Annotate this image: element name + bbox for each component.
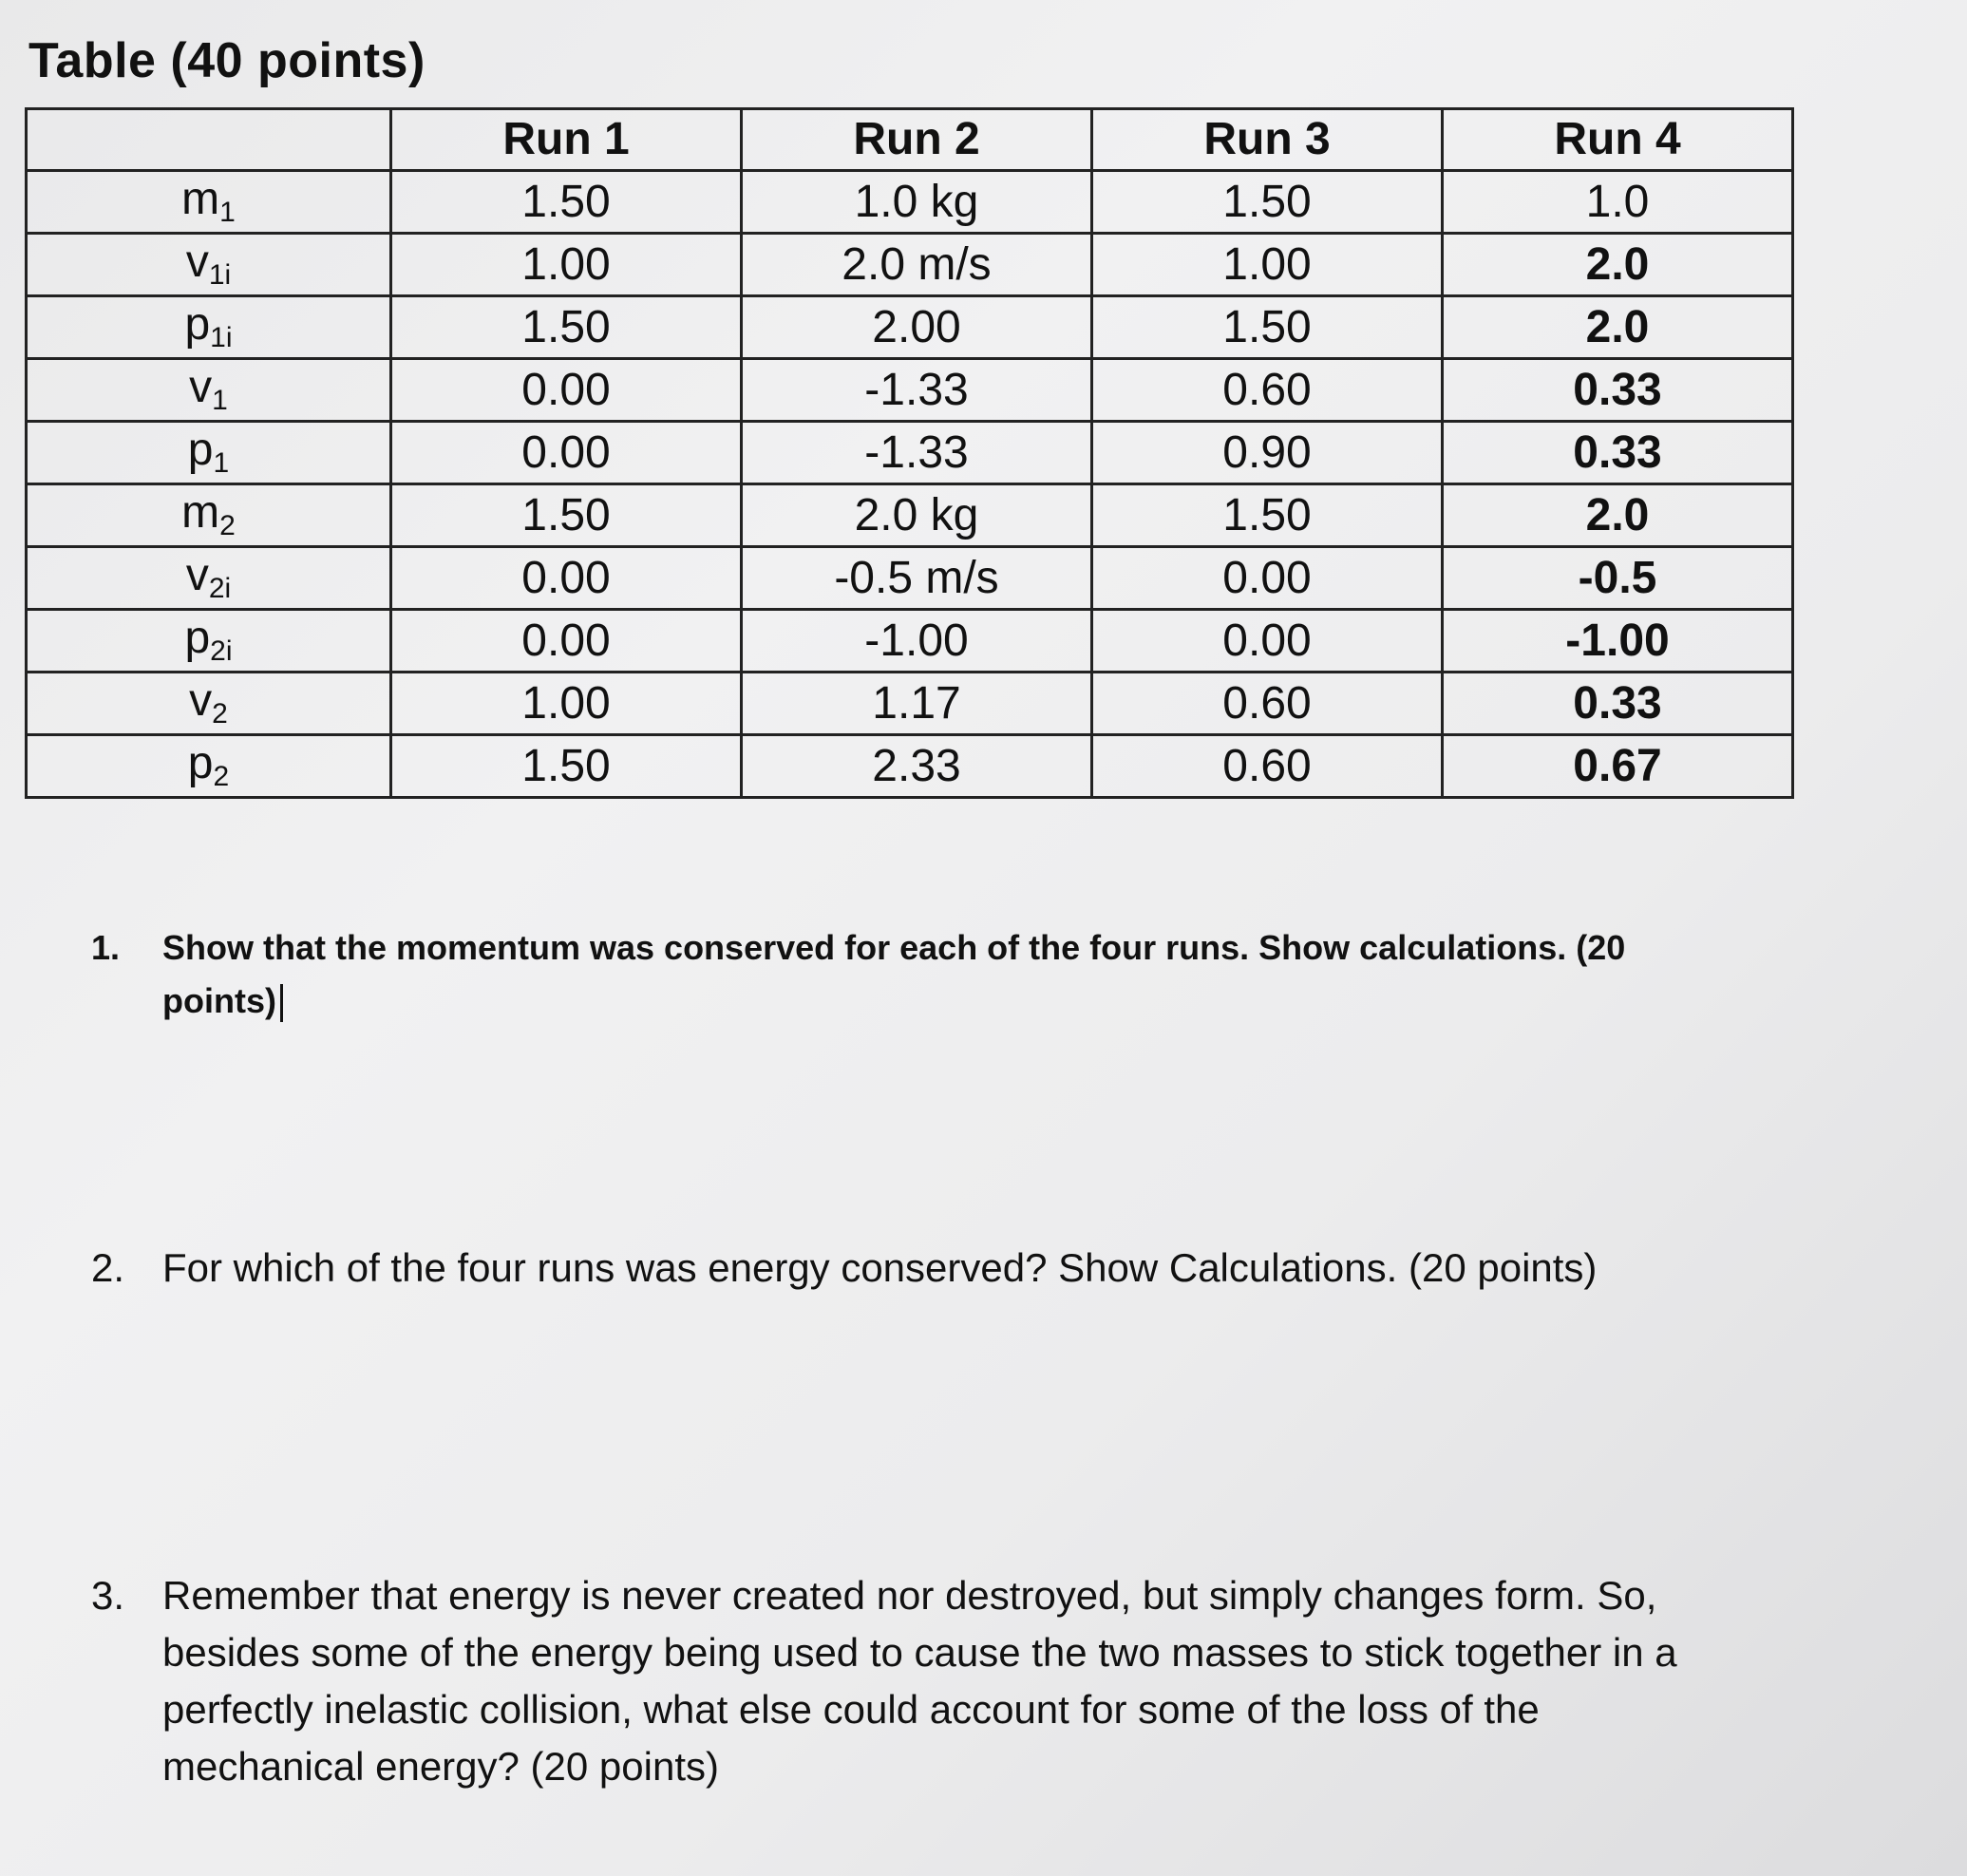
- table-cell-run-2: 2.33: [742, 735, 1092, 798]
- table-cell-run-3: 0.60: [1092, 673, 1443, 735]
- question-number: 1.: [91, 928, 121, 967]
- data-table: [25, 107, 1794, 799]
- table-cell-run-4: 0.33: [1443, 673, 1793, 735]
- table-cell-run-2: -1.00: [742, 610, 1092, 673]
- table-cell-run-4: 2.0: [1443, 484, 1793, 547]
- question-3: [91, 1567, 1744, 1795]
- row-label-symbol: p: [184, 299, 211, 350]
- table-row: [27, 234, 1793, 296]
- header-cell-run-3: Run 3: [1092, 109, 1443, 171]
- table-cell-run-4: 1.0: [1443, 171, 1793, 234]
- table-row: [27, 484, 1793, 547]
- table-cell-run-4: 0.33: [1443, 359, 1793, 422]
- table-cell-run-1: 0.00: [391, 422, 742, 484]
- row-label: [27, 296, 391, 359]
- question-number: 3.: [91, 1573, 125, 1618]
- row-label: [27, 234, 391, 296]
- table-cell-run-3: 1.00: [1092, 234, 1443, 296]
- table-cell-run-2: 2.0 m/s: [742, 234, 1092, 296]
- question-text: Show that the momentum was conserved for each of the four runs. Show calculations. (20 points): [162, 921, 1744, 1028]
- table-cell-run-3: 0.60: [1092, 735, 1443, 798]
- question-text: Remember that energy is never created nor destroyed, but simply changes form. So, besides some of the energy being used to cause the two masses to stick together in a perfectly inelastic collision, what else could account for some of the loss of the mechanical energy? (20 points): [162, 1573, 1677, 1789]
- row-label: [27, 359, 391, 422]
- row-label-subscript: 2: [212, 698, 228, 730]
- table-cell-run-1: 1.00: [391, 673, 742, 735]
- table-row: [27, 610, 1793, 673]
- row-label-symbol: v: [185, 550, 209, 600]
- table-cell-run-3: 0.90: [1092, 422, 1443, 484]
- table-cell-run-1: 0.00: [391, 610, 742, 673]
- table-cell-run-1: 0.00: [391, 359, 742, 422]
- table-cell-run-4: 2.0: [1443, 296, 1793, 359]
- row-label: [27, 484, 391, 547]
- row-label-symbol: p: [187, 425, 214, 475]
- table-cell-run-2: 2.00: [742, 296, 1092, 359]
- table-row: [27, 171, 1793, 234]
- table-body: [27, 171, 1793, 798]
- table-cell-run-3: 0.00: [1092, 547, 1443, 610]
- row-label: [27, 547, 391, 610]
- header-cell-run-4: Run 4: [1443, 109, 1793, 171]
- table-row: [27, 422, 1793, 484]
- table-cell-run-4: -0.5: [1443, 547, 1793, 610]
- table-cell-run-1: 1.50: [391, 735, 742, 798]
- row-label-subscript: 1i: [210, 322, 233, 353]
- row-label-subscript: 1: [212, 385, 228, 416]
- table-cell-run-2: -1.33: [742, 359, 1092, 422]
- table-cell-run-2: 2.0 kg: [742, 484, 1092, 547]
- table-cell-run-1: 1.50: [391, 296, 742, 359]
- table-cell-run-1: 0.00: [391, 547, 742, 610]
- row-label-subscript: 1: [213, 447, 230, 479]
- table-cell-run-2: 1.17: [742, 673, 1092, 735]
- row-label: [27, 422, 391, 484]
- table-cell-run-2: -1.33: [742, 422, 1092, 484]
- table-row: [27, 673, 1793, 735]
- table-cell-run-2: -0.5 m/s: [742, 547, 1092, 610]
- header-cell-run-2: Run 2: [742, 109, 1092, 171]
- row-label-subscript: 2i: [210, 635, 233, 667]
- row-label: [27, 735, 391, 798]
- table-cell-run-4: 0.33: [1443, 422, 1793, 484]
- question-number: 2.: [91, 1245, 125, 1290]
- row-label-symbol: p: [184, 613, 211, 663]
- table-row: [27, 296, 1793, 359]
- row-label-symbol: m: [181, 487, 220, 538]
- question-2: [91, 1240, 1744, 1297]
- row-label-subscript: 2: [213, 761, 230, 792]
- table-row: [27, 735, 1793, 798]
- text-cursor: [280, 984, 283, 1022]
- header-cell-blank: [27, 109, 391, 171]
- row-label-symbol: v: [189, 362, 213, 412]
- row-label-symbol: m: [181, 174, 220, 224]
- row-label-symbol: v: [185, 237, 209, 287]
- row-label-subscript: 1: [219, 197, 236, 228]
- question-text: For which of the four runs was energy conserved? Show Calculations. (20 points): [162, 1245, 1598, 1290]
- row-label: [27, 171, 391, 234]
- table-cell-run-4: -1.00: [1443, 610, 1793, 673]
- table-cell-run-4: 0.67: [1443, 735, 1793, 798]
- row-label-symbol: v: [189, 675, 213, 726]
- row-label-symbol: p: [187, 738, 214, 788]
- header-cell-run-1: Run 1: [391, 109, 742, 171]
- table-row: [27, 547, 1793, 610]
- table-cell-run-4: 2.0: [1443, 234, 1793, 296]
- row-label: [27, 673, 391, 735]
- row-label-subscript: 2: [219, 510, 236, 541]
- table-header-row: [27, 109, 1793, 171]
- table-cell-run-3: 1.50: [1092, 171, 1443, 234]
- table-cell-run-1: 1.00: [391, 234, 742, 296]
- table-row: [27, 359, 1793, 422]
- row-label-subscript: 2i: [208, 573, 232, 604]
- row-label-subscript: 1i: [208, 259, 232, 291]
- table-cell-run-1: 1.50: [391, 171, 742, 234]
- table-cell-run-3: 1.50: [1092, 296, 1443, 359]
- question-1[interactable]: [91, 921, 1744, 1028]
- table-cell-run-3: 1.50: [1092, 484, 1443, 547]
- table-cell-run-1: 1.50: [391, 484, 742, 547]
- table-cell-run-2: 1.0 kg: [742, 171, 1092, 234]
- table-cell-run-3: 0.00: [1092, 610, 1443, 673]
- table-cell-run-3: 0.60: [1092, 359, 1443, 422]
- table-title: Table (40 points): [28, 33, 426, 88]
- row-label: [27, 610, 391, 673]
